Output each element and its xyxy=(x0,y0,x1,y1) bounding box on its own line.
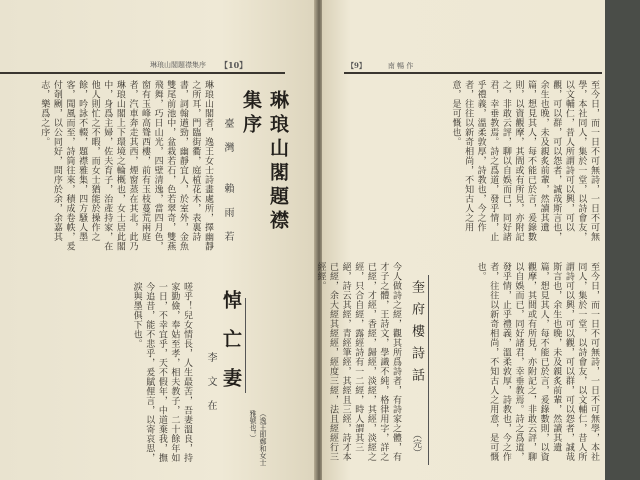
column-part: （完） xyxy=(411,430,421,457)
page-number: 【9】 xyxy=(347,61,366,70)
right-page xyxy=(315,0,605,480)
article-body: 琳琅山閣者，逸王女士詩畫處所，擇幽靜之所耳，門臨街衢，庭植花木，表裏詩書，詞翰遒勁，幽靜宜人，於室外，金魚雙尾前池中，盆栽若石，色若翠奇，雙燕飛舞，巧日山光，四壁清逸，當四月色，窗有玉峰高聳西樓，前有玉枝蔓荒兩庭者，汽車奔走其西，煙窗蒸在其北，此乃琳琅山閣上下環境之輪概也，女士居此閣中，身爲主婦，佐夫育子，治產持家，在他人則忙之不暇，而女士猶能於操作之餘，吟詠不輟，題襟雅集，四方騷人墨客，聞風而至，詩筒往來，積成卷帙，爰付剞劂，以公同好，問序於余，余嘉其志，樂爲之序。 xyxy=(39,80,213,251)
header-rule xyxy=(344,72,602,74)
page-number: 【10】 xyxy=(220,60,248,70)
header-rule xyxy=(0,72,285,74)
divider xyxy=(245,298,246,393)
poem-author: 李文在 xyxy=(205,352,216,424)
poem-title: 悼亡妻 xyxy=(220,290,242,407)
preceding-column-text: 至今日，而一日不可無詩，一日不可無學，本社同人，集於一堂，以詩會友，以文輔仁，昔人所謂詩可以興，可以觀，可以群，可以怨者，誠哉斯言也，余生也晚，未及親炙前輩，然讀其遺篇，想見其人，每不能已於言，爰錄數則，以資觀摩，其間或有所見，亦附記之，非敢云評，聊以自娛而已，同好諸君，幸垂教焉。詩之爲道，發乎情，止乎禮義，溫柔敦厚，詩教也，今之作者，往往以新奇相尚，不知古人之用意，是可慨也。 xyxy=(475,262,599,462)
running-title: 南 暢 作 xyxy=(387,62,414,70)
article-body: 至今日，而一日不可無詩，一日不可無學，本社同人，集於一堂，以詩會友，以文輔仁，昔人所謂詩可以興，可以觀，可以群，可以怨者，誠哉斯言也，余生也晚，未及親炙前輩，然讀其遺篇，想見其人，每不能已於言，爰錄數則，以資觀摩，其間或有所見，亦附記之，非敢云評，聊以自娛而已，同好諸君，幸垂教焉。詩之爲道，發乎情，止乎禮義，溫柔敦厚，詩教也，今之作者，往往以新奇相尚，不知古人之用意，是可慨也。 xyxy=(450,80,599,242)
running-title: 琳琅山閣題襟集序 xyxy=(150,61,206,69)
article-author: 臺灣 賴雨若 xyxy=(222,118,233,256)
left-page-header xyxy=(150,60,247,71)
left-page xyxy=(0,0,316,480)
poem-note: （逸王即鄭和女士雅號也。） xyxy=(249,410,267,466)
right-page-header xyxy=(347,61,413,71)
divider xyxy=(428,275,429,465)
column-title: 奎府樓詩話 xyxy=(409,280,424,390)
column-body: 今人做詩之經，觀其所爲詩者，有詩家之體，有才子之體，王詩文，學識不純，格律用字，詳之已經，才經，香經，歸經，淡經，其經，淡經之經，只合自經，露經詩有一二經，時人謂其三絕，詩云其經，青經筆經，其經且三經，詩才本已經，余大經其經經，經度三經，法且經經行三經經。 xyxy=(315,262,401,462)
poem-body: 嗟乎！兒女情長，人生最苦，吾妻溫良，持家勤儉，奉姑至孝，相夫教子，二十餘年如一日，不幸宜乎，天不假年，中道棄我，撫今追昔，能不悲乎，爰賦俚言，以寄哀思，淚與墨俱下也。 xyxy=(131,282,192,463)
article-title: 琳琅山閣題襟集序 xyxy=(240,90,289,234)
